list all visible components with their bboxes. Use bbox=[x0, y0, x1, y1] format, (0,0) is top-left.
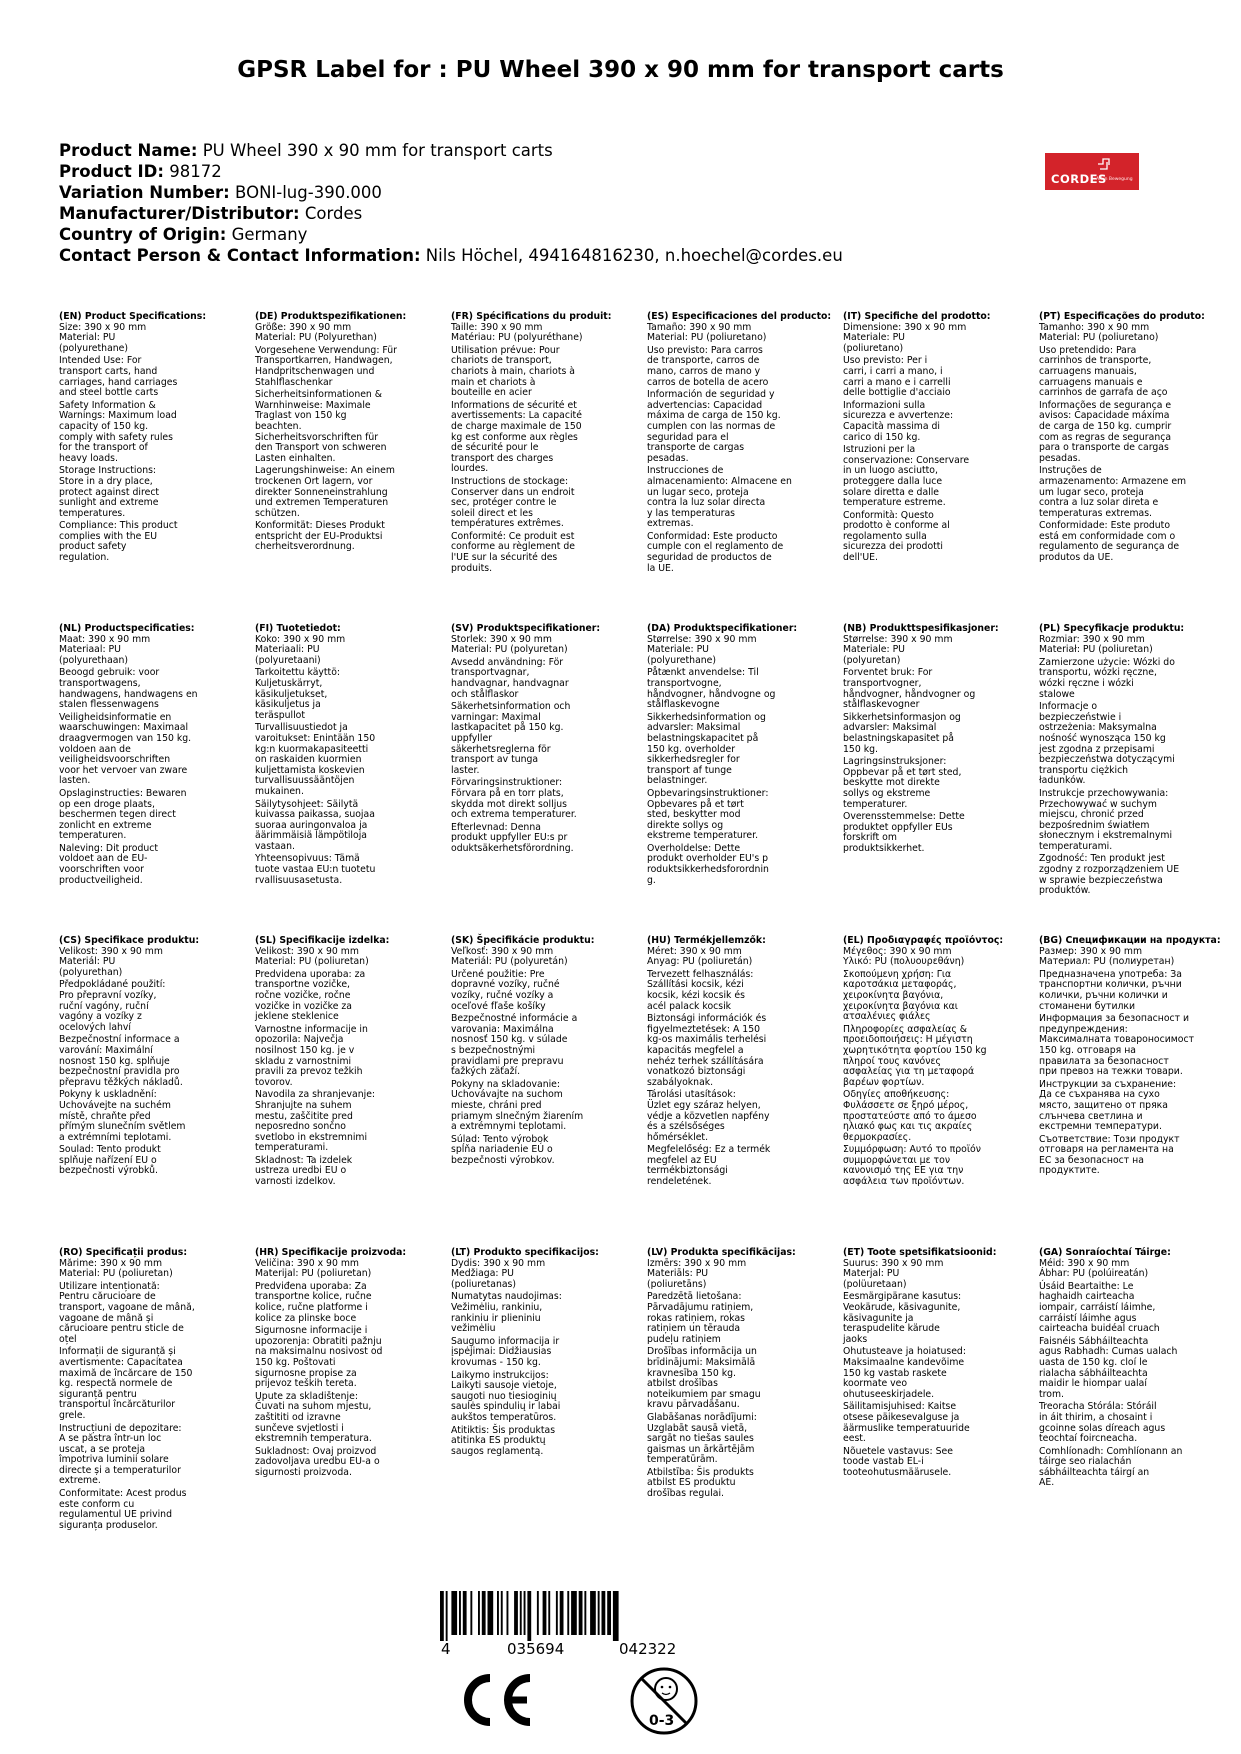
barcode-bar bbox=[579, 1591, 583, 1635]
barcode-bar bbox=[543, 1591, 547, 1635]
info-row bbox=[59, 224, 843, 245]
spec-heading: (ET) Toote spetsifikatsioonid: bbox=[843, 1247, 997, 1258]
barcode-bar bbox=[607, 1591, 611, 1635]
spec-paragraph: Påtænkt anvendelse: Til transportvogne, håndvogner, håndvogne og stålflaskevogne bbox=[647, 667, 776, 711]
spec-size: Størrelse: 390 x 90 mm bbox=[843, 633, 953, 645]
spec-paragraph: Bezpečnostní informace a varování: Maximální nosnost 150 kg. splňuje bezpečnostní pravidla pro přepravu těžkých nákladů. bbox=[59, 1034, 183, 1088]
barcode-bar bbox=[556, 1591, 558, 1635]
spec-size: Veličina: 390 x 90 mm bbox=[255, 1257, 359, 1269]
barcode-digits-right: 042322 bbox=[619, 1640, 677, 1658]
spec-paragraph: Материал: PU (полиуретан) bbox=[1039, 956, 1175, 968]
spec-block bbox=[59, 936, 241, 1179]
spec-paragraph: Opbevaringsinstruktioner: Opbevares på et tørt sted, beskytter mod direkte sollys og ekstreme temperaturer. bbox=[647, 787, 769, 842]
spec-heading: (CS) Specifikace produktu: bbox=[59, 935, 200, 946]
spec-block bbox=[255, 1248, 437, 1480]
spec-paragraph: Úsáid Beartaithe: Le haghaidh cairteacha iompair, carráistí láimhe, carráistí láimhe agus cairteacha buidéal cruach bbox=[1039, 1280, 1160, 1335]
spec-paragraph: Opslaginstructies: Bewaren op een droge plaats, beschermen tegen direct zonlicht en extreme temperaturen. bbox=[59, 787, 187, 842]
spec-heading: (DA) Produktspecifikationer: bbox=[647, 623, 798, 634]
spec-paragraph: Información de seguridad y advertencias: Capacidad máxima de carga de 150 kg. cumplen con las normas de seguridad para el transporte de cargas pesadas. bbox=[647, 389, 781, 464]
spec-paragraph: Materjal: PU (polüuretaan) bbox=[843, 1268, 907, 1290]
barcode-bar bbox=[459, 1591, 461, 1635]
info-label: Product Name: bbox=[59, 141, 198, 160]
spec-paragraph: Πληροφορίες ασφαλείας & προειδοποιήσεις: Η μέγιστη χωρητικότητα φορτίου 150 kg πληροί τους κανόνες ασφαλείας για τη μεταφορά βαρέων φορτίων. bbox=[843, 1023, 987, 1088]
barcode-bar bbox=[488, 1591, 494, 1635]
info-value: PU Wheel 390 x 90 mm for transport carts bbox=[202, 141, 553, 160]
spec-size: Μέγεθος: 390 x 90 mm bbox=[843, 945, 952, 957]
spec-paragraph: Předpokládané použití: Pro přepravní vozíky, ruční vagóny, ruční vagóny a vozíky z ocelových lahví bbox=[59, 979, 166, 1033]
barcode-digits-left: 035694 bbox=[507, 1640, 565, 1658]
spec-paragraph: Pokyny na skladovanie: Uchovávajte na suchom mieste, chráni pred priamym slnečným žiarením a extrémnymi teplotami. bbox=[451, 1078, 584, 1133]
spec-paragraph: Beoogd gebruik: voor transportwagens, handwagens, handwagens en stalen flessenwagens bbox=[59, 667, 198, 711]
spec-block bbox=[1039, 624, 1221, 899]
spec-paragraph: Tarkoitettu käyttö: Kuljetuskärryt, käsikuljetukset, käsikuljetus ja teräspullot bbox=[255, 667, 341, 721]
spec-block bbox=[451, 624, 633, 856]
spec-paragraph: Pokyny k uskladnění: Uchovávejte na suchém místě, chraňte před přímým slunečním světlem a extrémními teplotami. bbox=[59, 1089, 186, 1143]
spec-paragraph: Naleving: Dit product voldoet aan de EU- voorschriften voor productveiligheid. bbox=[59, 842, 159, 886]
spec-paragraph: Navodila za shranjevanje: Shranjujte na suhem mestu, zaščitite pred neposredno sončno svetlobo in ekstremnimi temperaturami. bbox=[255, 1089, 376, 1154]
spec-paragraph: Materiale: PU (polyuretan) bbox=[843, 644, 905, 666]
spec-paragraph: Faisnéis Sábháilteachta agus Rabhadh: Cumas ualach uasta de 150 kg. cloí le rialacha sábháilteachta maidir le hiompar ualaí trom. bbox=[1039, 1335, 1178, 1400]
spec-paragraph: Vorgesehene Verwendung: Für Transportkarren, Handwagen, Handpritschenwagen und Stahlflaschenkar bbox=[255, 344, 397, 388]
info-value: BONI-lug-390.000 bbox=[235, 183, 382, 202]
spec-block bbox=[647, 624, 829, 888]
spec-paragraph: Tárolási utasítások: Üzlet egy száraz helyen, védje a közvetlen napfény és a szélsőséges hőmérséklet. bbox=[647, 1089, 770, 1143]
spec-size: Veľkosť: 390 x 90 mm bbox=[451, 945, 554, 957]
spec-paragraph: Bezpečnostné informácie a varovania: Maximálna nosnosť 150 kg. v súlade s bezpečnostnými pravidlami pre prepravu ťažkých zäťaží. bbox=[451, 1013, 578, 1078]
spec-heading: (FR) Spécifications du produit: bbox=[451, 311, 612, 322]
spec-paragraph: Storage Instructions: Store in a dry place, protect against direct sunlight and extreme temperatures. bbox=[59, 465, 160, 519]
spec-paragraph: Lagerungshinweise: An einem trockenen Ort lagern, vor direkter Sonneneinstrahlung und extremen Temperaturen schützen. bbox=[255, 465, 395, 519]
barcode-bar bbox=[613, 1591, 619, 1641]
spec-paragraph: Съответствие: Този продукт отговаря на регламента на ЕС за безопасност на продуктите. bbox=[1039, 1133, 1180, 1177]
spec-paragraph: Veiligheidsinformatie en waarschuwingen: Maximaal draagvermogen van 150 kg. voldoen aan de veiligheidsvoorschriften voor het vervoer van zware lasten. bbox=[59, 711, 192, 787]
spec-paragraph: Säkerhetsinformation och varningar: Maximal lastkapacitet på 150 kg. uppfyller säkerhetsreglerna för transport av tunga laster. bbox=[451, 701, 571, 776]
spec-paragraph: Material: PU (Polyurethan) bbox=[255, 332, 377, 344]
spec-paragraph: Material: PU (poliuretan) bbox=[255, 956, 369, 968]
spec-heading: (ES) Especificaciones del producto: bbox=[647, 311, 832, 322]
spec-paragraph: Soulad: Tento produkt splňuje nařízení EU o bezpečnosti výrobků. bbox=[59, 1144, 161, 1177]
info-value: 98172 bbox=[169, 162, 222, 181]
spec-paragraph: Forventet bruk: For transportvogner, håndvogner, håndvogner og stålflaskevogner bbox=[843, 667, 976, 711]
spec-paragraph: Informações de segurança e avisos: Capacidade máxima de carga de 150 kg. cumprir com as regras de segurança para o transporte de cargas pesadas. bbox=[1039, 399, 1172, 464]
info-row bbox=[59, 203, 843, 224]
logo-tagline: Alf in Bewegung bbox=[1096, 177, 1133, 182]
spec-block bbox=[59, 1248, 241, 1533]
spec-heading: (SV) Produktspecifikationer: bbox=[451, 623, 601, 634]
spec-paragraph: Συμμόρφωση: Αυτό το προϊόν συμμορφώνεται με τον κανονισμό της ΕΕ για την ασφάλεια των προϊόντων. bbox=[843, 1144, 981, 1188]
spec-paragraph: Instrucciones de almacenamiento: Almacene en un lugar seco, proteja contra la luz solar directa y las temperaturas extremas. bbox=[647, 465, 792, 530]
info-label: Contact Person & Contact Information: bbox=[59, 246, 421, 265]
spec-block bbox=[843, 312, 1025, 566]
barcode-bar bbox=[478, 1591, 480, 1635]
barcode-bar bbox=[584, 1591, 586, 1635]
spec-paragraph: Biztonsági információk és figyelmeztetések: A 150 kg-os maximális terhelési kapacitás megfelel a nehéz terhek szállítására vonatkozó biztonsági szabályoknak. bbox=[647, 1013, 767, 1088]
spec-paragraph: Medžiaga: PU (poliuretanas) bbox=[451, 1268, 517, 1290]
spec-paragraph: Zamierzone użycie: Wózki do transportu, wózki ręczne, wózki ręczne i wózki stalowe bbox=[1039, 656, 1175, 700]
spec-heading: (PL) Specyfikacje produktu: bbox=[1039, 623, 1185, 634]
barcode-bar bbox=[590, 1591, 596, 1635]
spec-size: Velikost: 390 x 90 mm bbox=[59, 945, 163, 957]
spec-heading: (PT) Especificações do produto: bbox=[1039, 311, 1205, 322]
spec-paragraph: Utilisation prévue: Pour chariots de transport, chariots à main, chariots à main et chariots à bouteille en acier bbox=[451, 344, 575, 399]
info-row bbox=[59, 161, 843, 182]
spec-heading: (BG) Спецификации на продукта: bbox=[1039, 935, 1221, 946]
spec-block bbox=[647, 1248, 829, 1502]
spec-heading: (IT) Specifiche del prodotto: bbox=[843, 311, 991, 322]
info-row bbox=[59, 182, 843, 203]
spec-paragraph: Megfelelőség: Ez a termék megfelel az EU termékbiztonsági rendeletének. bbox=[647, 1144, 771, 1188]
info-label: Product ID: bbox=[59, 162, 164, 181]
barcode-bar bbox=[537, 1591, 539, 1635]
logo-name: CORDES bbox=[1051, 172, 1107, 186]
barcode-bar bbox=[514, 1591, 518, 1635]
barcode-bar bbox=[524, 1591, 526, 1635]
info-label: Manufacturer/Distributor: bbox=[59, 204, 300, 223]
spec-heading: (HU) Termékjellemzők: bbox=[647, 935, 766, 946]
spec-heading: (SK) Špecifikácie produktu: bbox=[451, 935, 595, 946]
spec-size: Mărime: 390 x 90 mm bbox=[59, 1257, 163, 1269]
barcode-bar bbox=[440, 1591, 444, 1641]
spec-paragraph: Avsedd användning: För transportvagnar, handvagnar, handvagnar och stålflaskor bbox=[451, 656, 569, 700]
spec-size: Koko: 390 x 90 mm bbox=[255, 633, 346, 645]
spec-paragraph: Material: PU (poliuretan) bbox=[59, 1268, 173, 1280]
spec-block bbox=[451, 936, 633, 1168]
spec-paragraph: Materiale: PU (poliuretano) bbox=[843, 332, 905, 354]
spec-size: Méid: 390 x 90 mm bbox=[1039, 1257, 1130, 1269]
spec-heading: (LV) Produkta specifikācijas: bbox=[647, 1247, 796, 1258]
page-title: GPSR Label for : PU Wheel 390 x 90 mm for transport carts bbox=[237, 57, 1004, 83]
age-range-label: 0-3 bbox=[649, 1713, 675, 1729]
spec-heading: (RO) Specificații produs: bbox=[59, 1247, 188, 1258]
info-value: Nils Höchel, 494164816230, n.hoechel@cordes.eu bbox=[425, 246, 843, 265]
barcode-image bbox=[438, 1591, 678, 1641]
info-row bbox=[59, 245, 843, 266]
barcode-bar bbox=[548, 1591, 550, 1635]
spec-paragraph: Súlad: Tento výrobok spĺňa nariadenie EÚ o bezpečnosti výrobkov. bbox=[451, 1133, 555, 1166]
spec-paragraph: Ohutusteave ja hoiatused: Maksimaalne kandevõime 150 kg vastab raskete koormate veo ohutuseeskirjadele. bbox=[843, 1346, 966, 1400]
spec-size: Tamaño: 390 x 90 mm bbox=[647, 321, 752, 333]
spec-heading: (FI) Tuotetiedot: bbox=[255, 623, 341, 634]
spec-paragraph: Sikkerhedsinformation og advarsler: Maksimal belastningskapacitet på 150 kg. overholder sikkerhedsregler for transport af tunge belastninger. bbox=[647, 711, 766, 787]
spec-paragraph: Conformidad: Este producto cumple con el reglamento de seguridad de productos de la UE. bbox=[647, 530, 784, 574]
spec-block bbox=[59, 624, 241, 888]
spec-paragraph: Intended Use: For transport carts, hand carriages, hand carriages and steel bottle carts bbox=[59, 355, 178, 399]
spec-paragraph: Efterlevnad: Denna produkt uppfyller EU:s pr oduktsäkerhetsförordning. bbox=[451, 821, 574, 854]
spec-paragraph: Conformità: Questo prodotto è conforme al regolamento sulla sicurezza dei prodotti dell'UE. bbox=[843, 509, 950, 564]
spec-paragraph: Informații de siguranță și avertismente: Capacitatea maximă de încărcare de 150 kg. respectă normele de siguranță pentru transportul încărcăturilor grele. bbox=[59, 1346, 193, 1421]
barcode-bar bbox=[560, 1591, 564, 1635]
spec-paragraph: Conformitate: Acest produs este conform cu regulamentul UE privind siguranța produselor. bbox=[59, 1488, 187, 1531]
barcode-bar bbox=[463, 1591, 467, 1635]
spec-paragraph: Uso pretendido: Para carrinhos de transporte, carruagens manuais, carruagens manuais e carrinhos de garrafa de aço bbox=[1039, 344, 1168, 399]
spec-paragraph: Instruções de armazenamento: Armazene em um lugar seco, proteja contra a luz solar direta e temperaturas extremas. bbox=[1039, 465, 1187, 519]
spec-paragraph: Informations de sécurité et avertissements: La capacité de charge maximale de 150 kg est conforme aux règles de sécurité pour le transport des charges lourdes. bbox=[451, 399, 582, 475]
spec-paragraph: Materijal: PU (poliuretan) bbox=[255, 1268, 372, 1280]
barcode-bar bbox=[497, 1591, 499, 1635]
info-label: Country of Origin: bbox=[59, 225, 227, 244]
spec-block bbox=[255, 936, 437, 1190]
spec-paragraph: Conformité: Ce produit est conforme au règlement de l'UE sur la sécurité des produits. bbox=[451, 530, 576, 574]
spec-block bbox=[59, 312, 241, 566]
barcode-bar bbox=[567, 1591, 569, 1635]
spec-paragraph: Atitiktis: Šis produktas atitinka ES produktų saugos reglamentą. bbox=[451, 1424, 556, 1457]
spec-paragraph: Material: PU (polyurethane) bbox=[59, 332, 129, 354]
spec-size: Maat: 390 x 90 mm bbox=[59, 633, 151, 645]
spec-paragraph: Υλικό: PU (πολυουρεθάνη) bbox=[843, 956, 965, 968]
spec-heading: (EL) Προδιαγραφές προϊόντος: bbox=[843, 935, 1004, 946]
spec-size: Размер: 390 x 90 mm bbox=[1039, 945, 1143, 957]
spec-size: Storlek: 390 x 90 mm bbox=[451, 633, 552, 645]
spec-paragraph: Anyag: PU (poliuretán) bbox=[647, 956, 753, 968]
spec-size: Tamanho: 390 x 90 mm bbox=[1039, 321, 1150, 333]
spec-paragraph: Sigurnosne informacije i upozorenja: Obratiti pažnju na maksimalnu nosivost od 150 kg. Poštovati sigurnosne propise za prijevoz teških tereta. bbox=[255, 1325, 383, 1390]
barcode-bar bbox=[501, 1591, 503, 1635]
spec-paragraph: Skladnost: Ta izdelek ustreza uredbi EU o varnosti izdelkov. bbox=[255, 1154, 353, 1188]
barcode-bar bbox=[482, 1591, 486, 1635]
product-info bbox=[59, 140, 843, 266]
spec-paragraph: Drošības informācija un brīdinājumi: Maksimālā kravnesība 150 kg. atbilst drošības noteikumiem par smagu kravu pārvadāšanu. bbox=[647, 1346, 761, 1411]
age-warning-icon bbox=[628, 1665, 700, 1737]
spec-heading: (SL) Specifikacije izdelka: bbox=[255, 935, 390, 946]
spec-block bbox=[1039, 1248, 1221, 1491]
barcode-bar bbox=[446, 1591, 448, 1641]
spec-heading: (HR) Specifikacije proizvoda: bbox=[255, 1247, 407, 1258]
spec-paragraph: Predvidena uporaba: za transportne vozičke, ročne vozičke, ročne vozičke in vozičke za jeklene steklenice bbox=[255, 968, 366, 1023]
spec-paragraph: Conformidade: Este produto está em conformidade com o regulamento de segurança de produtos da UE. bbox=[1039, 520, 1180, 564]
spec-paragraph: Eesmärgipärane kasutus: Veokärude, käsivagunite, käsivagunite ja teraspudelite kärude jaoks bbox=[843, 1291, 962, 1345]
spec-paragraph: Ábhar: PU (polúireatán) bbox=[1039, 1268, 1149, 1280]
spec-paragraph: Säilytysohjeet: Säilytä kuivassa paikassa, suojaa suoraa auringonvaloa ja äärimmäisiä lämpötiloja vastaan. bbox=[255, 798, 375, 852]
spec-paragraph: Sikkerhetsinformasjon og advarsler: Maksimal belastningskapasitet på 150 kg. bbox=[843, 711, 961, 755]
spec-paragraph: Numatytas naudojimas: Vežimėliu, rankiniu, rankiniu ir plieniniu vežimėliu bbox=[451, 1291, 562, 1335]
info-value: Cordes bbox=[304, 204, 363, 223]
barcode-bar bbox=[520, 1591, 522, 1635]
spec-size: Izmērs: 390 x 90 mm bbox=[647, 1257, 747, 1269]
spec-paragraph: Förvaringsinstruktioner: Förvara på en torr plats, skydda mot direkt solljus och extrema temperaturer. bbox=[451, 777, 577, 821]
spec-paragraph: Sukladnost: Ovaj proizvod zadovoljava uredbu EU-a o sigurnosti proizvoda. bbox=[255, 1445, 380, 1478]
spec-paragraph: Информация за безопасност и предупреждения: Максималната товароносимост 150 kg. отговаря на правилата за безопасност при превоз на тежки товари. bbox=[1039, 1013, 1195, 1078]
brand-logo bbox=[1045, 153, 1139, 190]
spec-paragraph: Materiale: PU (polyurethane) bbox=[647, 644, 717, 666]
spec-block bbox=[451, 312, 633, 576]
spec-paragraph: Upute za skladištenje: Čuvati na suhom mjestu, zaštititi od izravne sunčeve svjetlosti i ekstremnih temperatura. bbox=[255, 1390, 372, 1445]
spec-paragraph: Safety Information & Warnings: Maximum load capacity of 150 kg. comply with safety rules for the transport of heavy loads. bbox=[59, 399, 177, 464]
spec-block bbox=[255, 624, 437, 888]
spec-paragraph: Glabāšanas norādījumi: Uzglabāt sausā vietā, sargāt no tiešas saules gaismas un ārkārtējām temperatūrām. bbox=[647, 1411, 757, 1466]
spec-paragraph: Sicherheitsinformationen & Warnhinweise: Maximale Traglast von 150 kg beachten. Sicherheitsvorschriften für den Transport von schweren Lasten einhalten. bbox=[255, 389, 387, 464]
spec-paragraph: Materiál: PU (polyuretán) bbox=[451, 956, 568, 968]
spec-heading: (NB) Produkttspesifikasjoner: bbox=[843, 623, 999, 634]
spec-paragraph: Materiał: PU (poliuretan) bbox=[1039, 644, 1153, 656]
spec-paragraph: Uso previsto: Per i carri, i carri a mano, i carri a mano e i carrelli delle bottiglie d'acciaio bbox=[843, 355, 951, 399]
spec-paragraph: Предназначена употреба: За транспортни колички, ръчни колички, ръчни колички и стоманени бутилки bbox=[1039, 968, 1182, 1012]
spec-paragraph: Varnostne informacije in opozorila: Največja nosilnost 150 kg. je v skladu z varnostnimi pravili za prevoz težkih tovorov. bbox=[255, 1023, 368, 1088]
spec-paragraph: Istruzioni per la conservazione: Conservare in un luogo asciutto, proteggere dalla luce solare diretta e dalle temperature estreme. bbox=[843, 444, 970, 509]
spec-paragraph: Οδηγίες αποθήκευσης: Φυλάσσετε σε ξηρό μέρος, προστατεύστε από το άμεσο ηλιακό φως και τις ακραίες θερμοκρασίες. bbox=[843, 1089, 977, 1143]
spec-paragraph: Lagringsinstruksjoner: Oppbevar på et tørt sted, beskytte mot direkte sollys og ekstreme temperaturer. bbox=[843, 756, 962, 810]
barcode-bar bbox=[598, 1591, 600, 1635]
spec-block bbox=[843, 1248, 1025, 1480]
spec-paragraph: Nõuetele vastavus: See toode vastab EL-i tooteohutusmäärusele. bbox=[843, 1445, 953, 1478]
spec-paragraph: Zgodność: Ten produkt jest zgodny z rozporządzeniem UE w sprawie bezpieczeństwa produktów. bbox=[1039, 853, 1180, 897]
spec-paragraph: Laikymo instrukcijos: Laikyti sausoje vietoje, saugoti nuo tiesioginių saulės spindulių ir labai aukštos temperatūros. bbox=[451, 1369, 561, 1423]
spec-block bbox=[647, 936, 829, 1190]
info-value: Germany bbox=[231, 225, 308, 244]
spec-heading: (GA) Sonraíochtaí Táirge: bbox=[1039, 1247, 1171, 1258]
spec-block bbox=[647, 311, 832, 576]
spec-paragraph: Инструкции за съхранение: Да се съхранява на сухо място, защитено от пряка слънчева светлина и екстремни температури. bbox=[1039, 1078, 1177, 1133]
spec-heading: (DE) Produktspezifikationen: bbox=[255, 311, 407, 322]
barcode-bar bbox=[507, 1591, 509, 1635]
spec-block bbox=[1039, 312, 1221, 566]
spec-size: Rozmiar: 390 x 90 mm bbox=[1039, 633, 1145, 645]
spec-paragraph: Turvallisuustiedot ja varoitukset: Enintään 150 kg:n kuormakapasiteetti on raskaiden kuormien kuljettamista koskevien turvallisuussääntöjen mukainen. bbox=[255, 722, 376, 797]
spec-paragraph: Instructions de stockage: Conserver dans un endroit sec, protéger contre le soleil direct et les températures extrêmes. bbox=[451, 475, 575, 530]
spec-paragraph: Paredzētā lietošana: Pārvadājumu ratiņiem, rokas ratiņiem, rokas ratiņiem un tērauda pudeļu ratiņiem bbox=[647, 1291, 754, 1345]
spec-paragraph: Materiaal: PU (polyurethaan) bbox=[59, 644, 128, 666]
info-label: Variation Number: bbox=[59, 183, 230, 202]
spec-paragraph: Comhlíonadh: Comhlíonann an táirge seo rialachán sábháilteachta táirgí an AE. bbox=[1039, 1445, 1183, 1489]
spec-paragraph: Matériau: PU (polyuréthane) bbox=[451, 332, 583, 344]
spec-paragraph: Určené použitie: Pre dopravné vozíky, ručné vozíky, ručné vozíky a oceľové fľaše košíky bbox=[451, 968, 560, 1012]
spec-paragraph: Säilitamisjuhised: Kaitse otsese päikesevalguse ja äärmuslike temperatuuride eest. bbox=[843, 1401, 970, 1445]
spec-size: Size: 390 x 90 mm bbox=[59, 321, 147, 333]
logo-mark-icon bbox=[1097, 157, 1115, 171]
spec-block bbox=[451, 1248, 633, 1459]
spec-size: Taille: 390 x 90 mm bbox=[451, 321, 543, 333]
spec-paragraph: Informazioni sulla sicurezza e avvertenze: Capacità massima di carico di 150 kg. bbox=[843, 399, 954, 443]
spec-paragraph: Instrukcje przechowywania: Przechowywać w suchym miejscu, chronić przed bezpośrednim światłem słonecznym i ekstremalnymi temperaturami. bbox=[1039, 787, 1173, 852]
spec-paragraph: Material: PU (poliuretano) bbox=[1039, 332, 1159, 344]
spec-size: Méret: 390 x 90 mm bbox=[647, 945, 742, 957]
barcode-bar bbox=[602, 1591, 606, 1635]
spec-size: Dydis: 390 x 90 mm bbox=[451, 1257, 546, 1269]
spec-block bbox=[843, 624, 1025, 856]
spec-block bbox=[255, 312, 437, 555]
spec-paragraph: Instrucțiuni de depozitare: A se păstra într-un loc uscat, a se proteja împotriva luminii solare directe și a temperaturilor extreme. bbox=[59, 1422, 182, 1487]
spec-paragraph: Material: PU (poliuretano) bbox=[647, 332, 767, 344]
spec-heading: (NL) Productspecificaties: bbox=[59, 623, 195, 634]
barcode-bar bbox=[470, 1591, 472, 1635]
spec-size: Suurus: 390 x 90 mm bbox=[843, 1257, 944, 1269]
spec-block bbox=[1039, 936, 1221, 1179]
spec-paragraph: Material: PU (polyuretan) bbox=[451, 644, 568, 656]
barcode-digit-first: 4 bbox=[441, 1640, 451, 1658]
spec-size: Velikost: 390 x 90 mm bbox=[255, 945, 359, 957]
spec-paragraph: Overensstemmelse: Dette produktet oppfyller EUs forskrift om produktsikkerhet. bbox=[843, 811, 965, 854]
ce-mark-icon bbox=[456, 1672, 536, 1728]
barcode-bar bbox=[451, 1591, 457, 1635]
spec-paragraph: Atbilstība: Šis produkts atbilst ES produktu drošības regulai. bbox=[647, 1466, 754, 1500]
spec-block bbox=[843, 936, 1025, 1190]
spec-paragraph: Tervezett felhasználás: Szállítási kocsik, kézi kocsik, kézi kocsik és acél palack kocsik bbox=[647, 968, 754, 1012]
spec-paragraph: Treoracha Stórála: Stóráil in áit thirim, a chosaint i gcoinne solas díreach agus teochtaí foircneacha. bbox=[1039, 1401, 1166, 1445]
spec-paragraph: Materiál: PU (polyurethan) bbox=[59, 956, 123, 978]
info-row bbox=[59, 140, 843, 161]
spec-paragraph: Materiaali: PU (polyuretaani) bbox=[255, 644, 321, 666]
barcode-bar bbox=[571, 1591, 577, 1635]
spec-paragraph: Saugumo informacija ir įspėjimai: Didžiausias krovumas - 150 kg. bbox=[451, 1335, 560, 1368]
spec-heading: (EN) Product Specifications: bbox=[59, 311, 207, 322]
spec-size: Dimensione: 390 x 90 mm bbox=[843, 321, 967, 333]
spec-paragraph: Uso previsto: Para carros de transporte, carros de mano, carros de mano y carros de botella de acero bbox=[647, 344, 769, 388]
spec-size: Größe: 390 x 90 mm bbox=[255, 321, 352, 333]
spec-paragraph: Yhteensopivuus: Tämä tuote vastaa EU:n tuotetu rvallisuusasetusta. bbox=[255, 853, 376, 886]
spec-paragraph: Materiāls: PU (poliuretāns) bbox=[647, 1268, 709, 1290]
spec-paragraph: Utilizare intenționată: Pentru cărucioare de transport, vagoane de mână, vagoane de mână și cărucioare pentru sticle de oțel bbox=[59, 1280, 195, 1345]
spec-paragraph: Konformität: Dieses Produkt entspricht der EU-Produktsi cherheitsverordnung. bbox=[255, 520, 385, 553]
spec-paragraph: Compliance: This product complies with the EU product safety regulation. bbox=[59, 520, 178, 564]
spec-paragraph: Overholdelse: Dette produkt overholder EU's p roduktsikkerhedsforordnin g. bbox=[647, 842, 769, 886]
spec-paragraph: Σκοπούμενη χρήση: Για καροτσάκια μεταφοράς, χειροκίνητα βαγόνια, χειροκίνητα βαγόνια και ατσαλένιες φιάλες bbox=[843, 968, 958, 1023]
spec-size: Størrelse: 390 x 90 mm bbox=[647, 633, 757, 645]
spec-heading: (LT) Produkto specifikacijos: bbox=[451, 1247, 599, 1258]
barcode-bar bbox=[527, 1591, 531, 1641]
spec-paragraph: Informacje o bezpieczeństwie i ostrzeżenia: Maksymalna nośność wynosząca 150 kg jest zgodna z przepisami bezpieczeństwa dotyczącymi transportu ciężkich ładunków. bbox=[1039, 701, 1175, 787]
spec-paragraph: Predviđena uporaba: Za transportne kolice, ručne kolice, ručne platforme i kolice za plinske boce bbox=[255, 1280, 372, 1324]
